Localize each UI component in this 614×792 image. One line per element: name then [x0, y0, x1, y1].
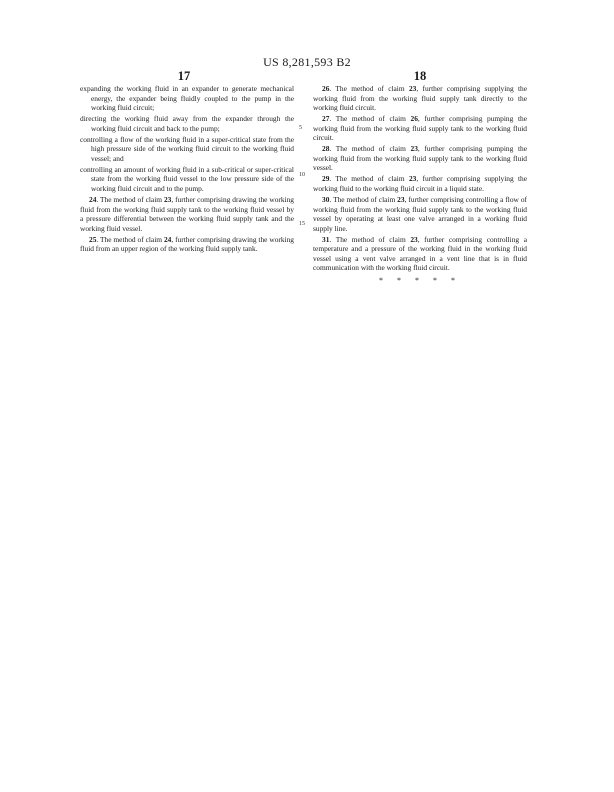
- method-step: controlling an amount of working fluid in a sub-critical or super-critical state from the working fluid vessel to the low pressure side of the working fluid circuit and to the pump.: [80, 164, 294, 193]
- column-number-right: 18: [413, 69, 427, 83]
- right-column: [313, 84, 527, 274]
- claim-number: 27: [322, 114, 330, 124]
- method-step: expanding the working fluid in an expander to generate mechanical energy, the expander being fluidly coupled to the pump in the working fluid circuit;: [80, 84, 294, 113]
- claim-number: 29: [322, 174, 330, 184]
- claim-reference: 23: [408, 84, 417, 93]
- claim-25: 25. The method of claim 24, further comprising drawing the working fluid from an upper region of the working fluid supply tank.: [80, 234, 295, 254]
- claim-number: 31: [322, 234, 330, 244]
- claim-reference: 26: [410, 114, 418, 124]
- claim-reference: 23: [410, 234, 418, 244]
- line-number-10: 10: [299, 172, 305, 178]
- claim-29: 29. The method of claim 23, further comprising supplying the working fluid to the working fluid circuit in a liquid state.: [313, 174, 527, 193]
- claim-31: 31. The method of claim 23, further comprising controlling a temperature and a pressure of the working fluid in the working fluid vessel using a vent valve arranged in a vent line that is in fluid communication with the working fluid circuit.: [313, 234, 528, 273]
- claim-reference: 23: [397, 195, 405, 205]
- claim-number: 24: [89, 195, 97, 205]
- line-number-5: 5: [299, 125, 302, 131]
- claim-number: 26: [322, 84, 330, 93]
- line-number-15: 15: [299, 221, 305, 227]
- column-number-left: 17: [177, 69, 191, 83]
- claim-number: 30: [322, 195, 330, 205]
- patent-number: US 8,281,593 B2: [263, 55, 351, 69]
- claim-reference: 23: [163, 195, 172, 205]
- left-column: [80, 84, 294, 255]
- claim-27: 27. The method of claim 26, further comprising pumping the working fluid from the working fluid supply tank to the working fluid circuit.: [313, 114, 527, 143]
- method-step: controlling a flow of the working fluid in a super-critical state from the high pressure side of the working fluid circuit to the working fluid vessel; and: [80, 134, 294, 163]
- claim-reference: 24: [163, 234, 172, 244]
- claim-28: 28. The method of claim 23, further comprising pumping the working fluid from the working fluid supply tank to the working fluid vessel.: [313, 144, 527, 173]
- claim-26: 26. The method of claim 23, further comprising supplying the working fluid from the working fluid supply tank directly to the working fluid circuit.: [313, 84, 527, 113]
- method-step: directing the working fluid away from the expander through the working fluid circuit and back to the pump;: [80, 114, 294, 133]
- claim-reference: 23: [408, 174, 417, 184]
- claim-number: 25: [89, 234, 97, 244]
- end-of-document-marker: * * * * *: [379, 276, 461, 285]
- claim-number: 28: [322, 144, 330, 154]
- claim-24: 24. The method of claim 23, further comprising drawing the working fluid from the working fluid supply tank to the working fluid vessel by a pressure differential between the working fluid supply tank and the working fluid vessel.: [80, 195, 295, 233]
- claim-reference: 23: [410, 144, 418, 154]
- claim-30: 30. The method of claim 23, further comprising controlling a flow of working fluid from the working fluid supply tank to the working fluid vessel by operating at least one valve arranged in a working fluid supply line.: [313, 195, 527, 233]
